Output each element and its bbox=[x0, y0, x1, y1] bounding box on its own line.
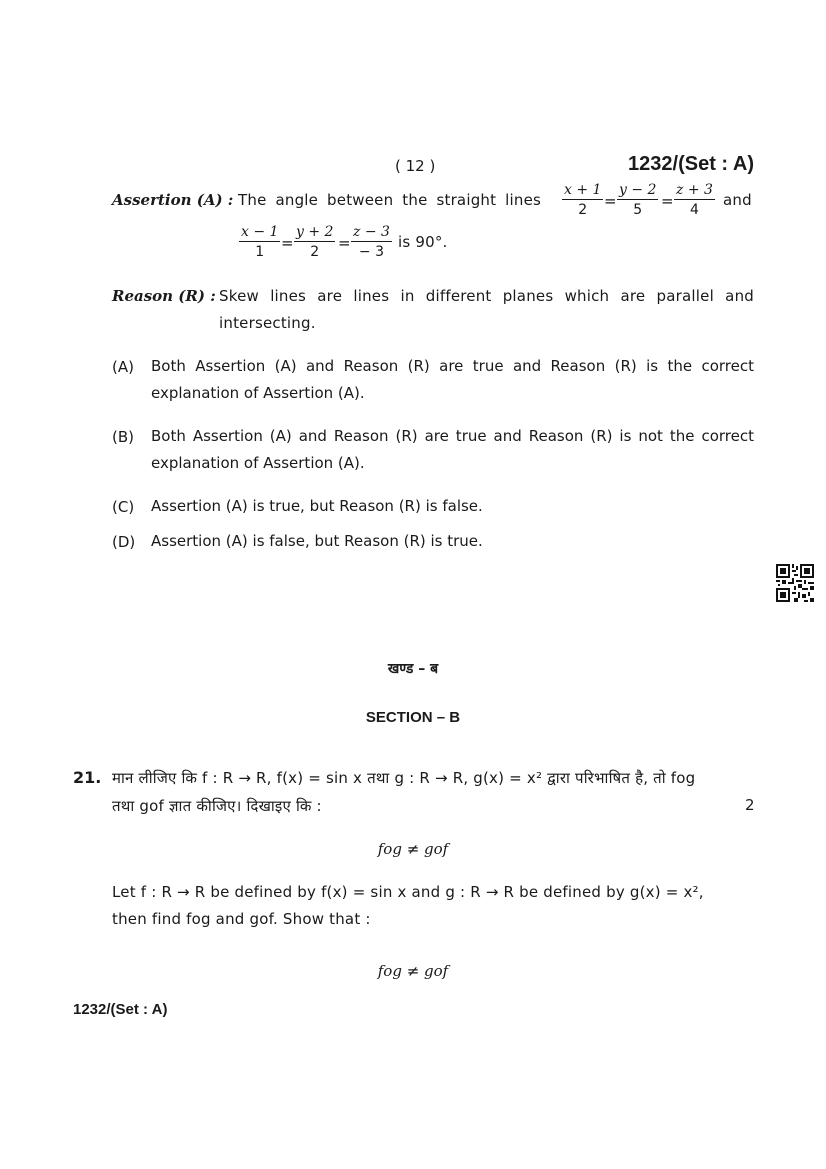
equals-sign: = bbox=[604, 192, 617, 210]
fraction-1c bbox=[674, 181, 715, 220]
reason-text-line2: intersecting. bbox=[219, 314, 316, 332]
question-marks: 2 bbox=[745, 796, 755, 814]
option-c-letter: (C) bbox=[112, 498, 135, 516]
equals-sign: = bbox=[661, 192, 674, 210]
assertion-intro: The angle between the straight lines bbox=[238, 191, 542, 209]
equals-sign: = bbox=[281, 234, 294, 252]
fraction-numerator: y − 2 bbox=[619, 182, 657, 198]
set-code-footer: 1232/(Set : A) bbox=[73, 1001, 168, 1018]
fraction-1b bbox=[617, 181, 658, 220]
reason-text-line1: Skew lines are lines in different planes which are parallel and bbox=[219, 287, 754, 305]
section-heading-hindi: खण्ड – ब bbox=[387, 661, 439, 677]
section-heading: SECTION – B bbox=[365, 709, 461, 726]
page-number: ( 12 ) bbox=[395, 157, 436, 175]
question-english-line1: Let f : R → R be defined by f(x) = sin x and g : R → R be defined by g(x) = x², bbox=[112, 883, 704, 901]
option-b-letter: (B) bbox=[112, 428, 134, 446]
qr-code-icon bbox=[776, 564, 814, 602]
question-number: 21. bbox=[73, 768, 102, 787]
and-word: and bbox=[723, 191, 752, 209]
fraction-2c bbox=[351, 223, 392, 262]
option-a-letter: (A) bbox=[112, 358, 134, 376]
assertion-tail: is 90°. bbox=[398, 233, 448, 251]
fraction-denominator: 1 bbox=[255, 244, 265, 260]
fraction-2a bbox=[239, 223, 280, 262]
fraction-denominator: 2 bbox=[310, 244, 320, 260]
relation-english: fog ≠ gof bbox=[377, 962, 449, 980]
option-c-text: Assertion (A) is true, but Reason (R) is false. bbox=[151, 497, 483, 515]
fraction-numerator: x + 1 bbox=[564, 182, 602, 198]
equals-sign: = bbox=[338, 234, 351, 252]
fraction-numerator: y + 2 bbox=[296, 224, 334, 240]
reason-label: Reason (R) : bbox=[112, 287, 216, 305]
fraction-denominator: − 3 bbox=[358, 244, 384, 260]
option-d-text: Assertion (A) is false, but Reason (R) is true. bbox=[151, 532, 483, 550]
fraction-numerator: x − 1 bbox=[241, 224, 279, 240]
relation-hindi: fog ≠ gof bbox=[377, 840, 449, 858]
assertion-label: Assertion (A) : bbox=[112, 191, 234, 209]
option-d-letter: (D) bbox=[112, 533, 136, 551]
set-code-header: 1232/(Set : A) bbox=[628, 153, 754, 175]
fraction-1a bbox=[562, 181, 603, 220]
question-hindi-line2: तथा gof ज्ञात कीजिए। दिखाइए कि : bbox=[112, 797, 322, 815]
fraction-denominator: 2 bbox=[578, 202, 588, 218]
option-b-text: Both Assertion (A) and Reason (R) are true and Reason (R) is not the correct explanation of Assertion (A). bbox=[151, 427, 754, 472]
fraction-denominator: 5 bbox=[633, 202, 643, 218]
fraction-numerator: z − 3 bbox=[353, 224, 390, 240]
fraction-numerator: z + 3 bbox=[676, 182, 713, 198]
question-english-line2: then find fog and gof. Show that : bbox=[112, 910, 371, 928]
fraction-denominator: 4 bbox=[690, 202, 699, 218]
option-a-text: Both Assertion (A) and Reason (R) are true and Reason (R) is the correct explanation of Assertion (A). bbox=[151, 357, 754, 402]
fraction-2b bbox=[294, 223, 335, 262]
question-hindi-line1: मान लीजिए कि f : R → R, f(x) = sin x तथा g : R → R, g(x) = x² द्वारा परिभाषित है, तो fog bbox=[112, 769, 696, 787]
